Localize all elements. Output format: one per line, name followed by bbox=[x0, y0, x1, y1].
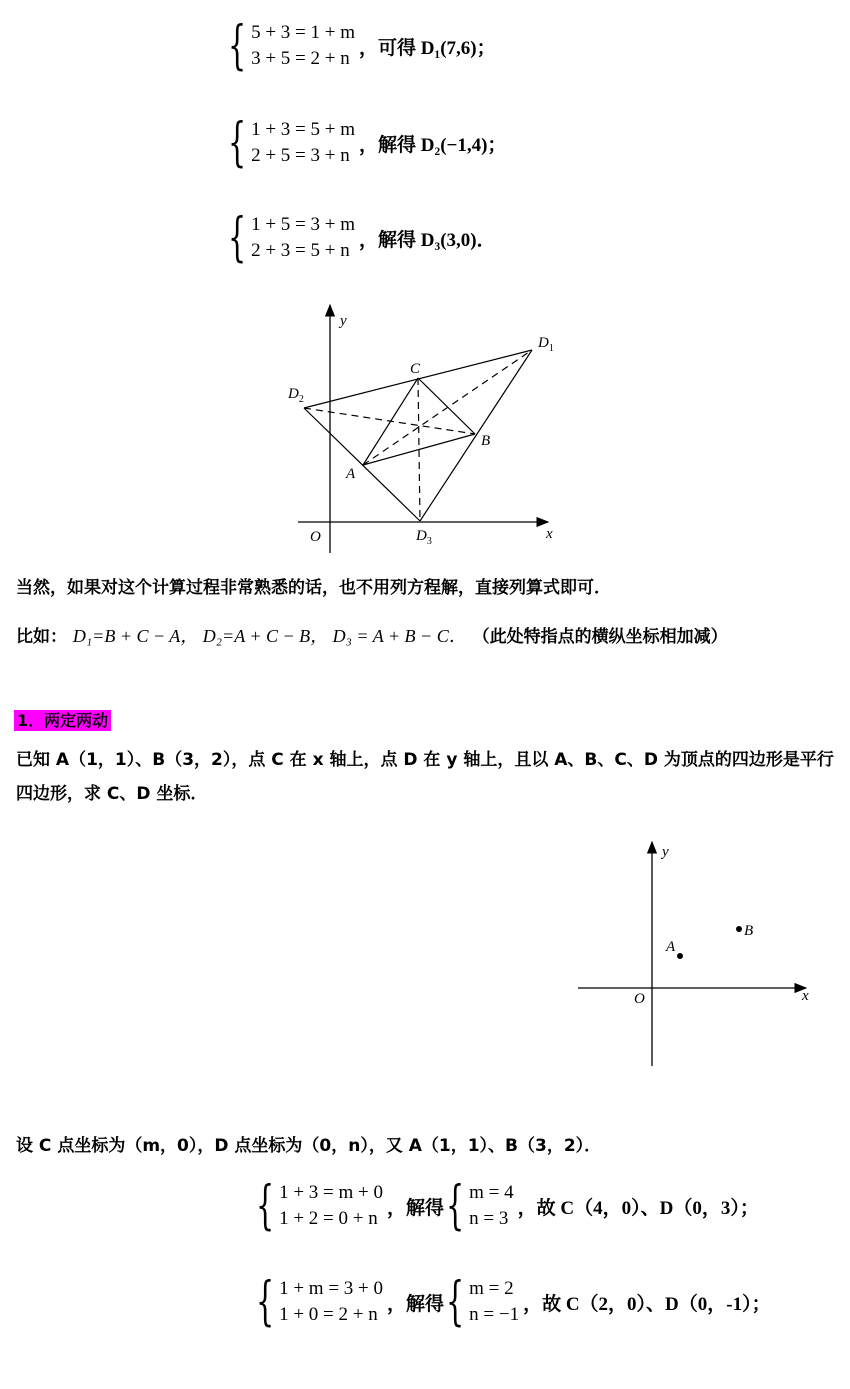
example-formula: D₁=B + C − A， D₂=A + C − B， D₃ = A + B − C． bbox=[72, 626, 467, 646]
point-a bbox=[677, 953, 683, 959]
equation: 3 + 5 = 2 + n bbox=[251, 48, 350, 69]
equation: 1 + 0 = 2 + n bbox=[279, 1304, 378, 1325]
equation-pair bbox=[279, 1276, 383, 1328]
equation-pair bbox=[251, 20, 355, 72]
system-3 bbox=[228, 208, 496, 268]
label-d3: $D_3$ bbox=[416, 528, 432, 547]
solution: m = 4 bbox=[469, 1182, 514, 1203]
label-y: y bbox=[662, 844, 669, 860]
edge-b-c bbox=[418, 378, 475, 434]
point-b bbox=[736, 926, 742, 932]
brace: { bbox=[256, 1176, 275, 1236]
brace: { bbox=[446, 1176, 465, 1236]
solve-word: ，解得 bbox=[387, 1293, 445, 1315]
equation-pair bbox=[251, 117, 355, 169]
label-origin: O bbox=[634, 991, 645, 1007]
equation: 2 + 5 = 3 + n bbox=[251, 145, 350, 166]
system-2 bbox=[228, 113, 507, 173]
equation: 5 + 3 = 1 + m bbox=[251, 22, 356, 43]
equation: 1 + 3 = 5 + m bbox=[251, 119, 356, 140]
solution: n = 3 bbox=[469, 1208, 509, 1229]
brace: { bbox=[446, 1272, 465, 1332]
solution: n = −1 bbox=[469, 1304, 520, 1325]
brace: { bbox=[228, 113, 247, 173]
system-result: ，解得 D₃(3,0)． bbox=[359, 229, 496, 251]
label-x: x bbox=[546, 526, 553, 542]
brace: { bbox=[228, 208, 247, 268]
solution-setup: 设 C 点坐标为（m，0），D 点坐标为（0，n），又 A（1，1）、B（3，2）． bbox=[16, 1136, 602, 1156]
system-result: ，故 C（4，0）、D（0，3）； bbox=[517, 1197, 759, 1219]
label-d1: $D_1$ bbox=[538, 335, 554, 354]
example-note: （此处特指点的横纵坐标相加减） bbox=[472, 627, 728, 647]
edge-d1-d3 bbox=[420, 350, 532, 521]
brace: { bbox=[256, 1272, 275, 1332]
equation: 2 + 3 = 5 + n bbox=[251, 240, 350, 261]
label-a: A bbox=[346, 466, 356, 482]
system-result: ，可得 D₁(7,6)； bbox=[359, 37, 496, 59]
solution-system-2 bbox=[256, 1272, 771, 1332]
system-result: ，故 C（2，0）、D（0，-1）； bbox=[523, 1293, 771, 1315]
paragraph-tip: 当然，如果对这个计算过程非常熟悉的话，也不用列方程解，直接列算式即可． bbox=[16, 578, 611, 598]
solution-system-1 bbox=[256, 1176, 759, 1236]
edge-d3-d2 bbox=[304, 408, 420, 521]
solution-pair bbox=[469, 1180, 514, 1232]
brace: { bbox=[228, 16, 247, 76]
label-origin: O bbox=[310, 529, 321, 545]
coordinate-figure bbox=[570, 832, 820, 1072]
problem-statement: 已知 A（1，1）、B（3，2），点 C 在 x 轴上，点 D 在 y 轴上，且以 A、B、C、D 为顶点的四边形是平行四边形，求 C、D 坐标． bbox=[16, 750, 834, 804]
solution: m = 2 bbox=[469, 1278, 514, 1299]
equation-pair bbox=[251, 212, 355, 264]
label-d2: $D_2$ bbox=[288, 386, 304, 405]
dash-a-d1 bbox=[363, 350, 532, 465]
label-a: A bbox=[666, 939, 676, 955]
equation: 1 + m = 3 + 0 bbox=[279, 1278, 384, 1299]
equation: 1 + 3 = m + 0 bbox=[279, 1182, 384, 1203]
equation: 1 + 2 = 0 + n bbox=[279, 1208, 378, 1229]
label-y: y bbox=[340, 313, 347, 329]
section-heading bbox=[14, 708, 111, 731]
example-prefix: 比如： bbox=[16, 627, 67, 647]
equation-pair bbox=[279, 1180, 383, 1232]
solve-word: ，解得 bbox=[387, 1197, 445, 1219]
solution-pair bbox=[469, 1276, 519, 1328]
label-b: B bbox=[481, 433, 491, 449]
label-x: x bbox=[802, 988, 809, 1004]
paragraph-example bbox=[16, 622, 846, 651]
system-1 bbox=[228, 16, 496, 76]
label-c: C bbox=[410, 361, 421, 377]
parallelogram-figure bbox=[280, 295, 580, 560]
system-result: ，解得 D₂(−1,4)； bbox=[359, 134, 507, 156]
label-b: B bbox=[744, 923, 754, 939]
heading-label: 1．两定两动 bbox=[14, 710, 111, 731]
equation: 1 + 5 = 3 + m bbox=[251, 214, 356, 235]
